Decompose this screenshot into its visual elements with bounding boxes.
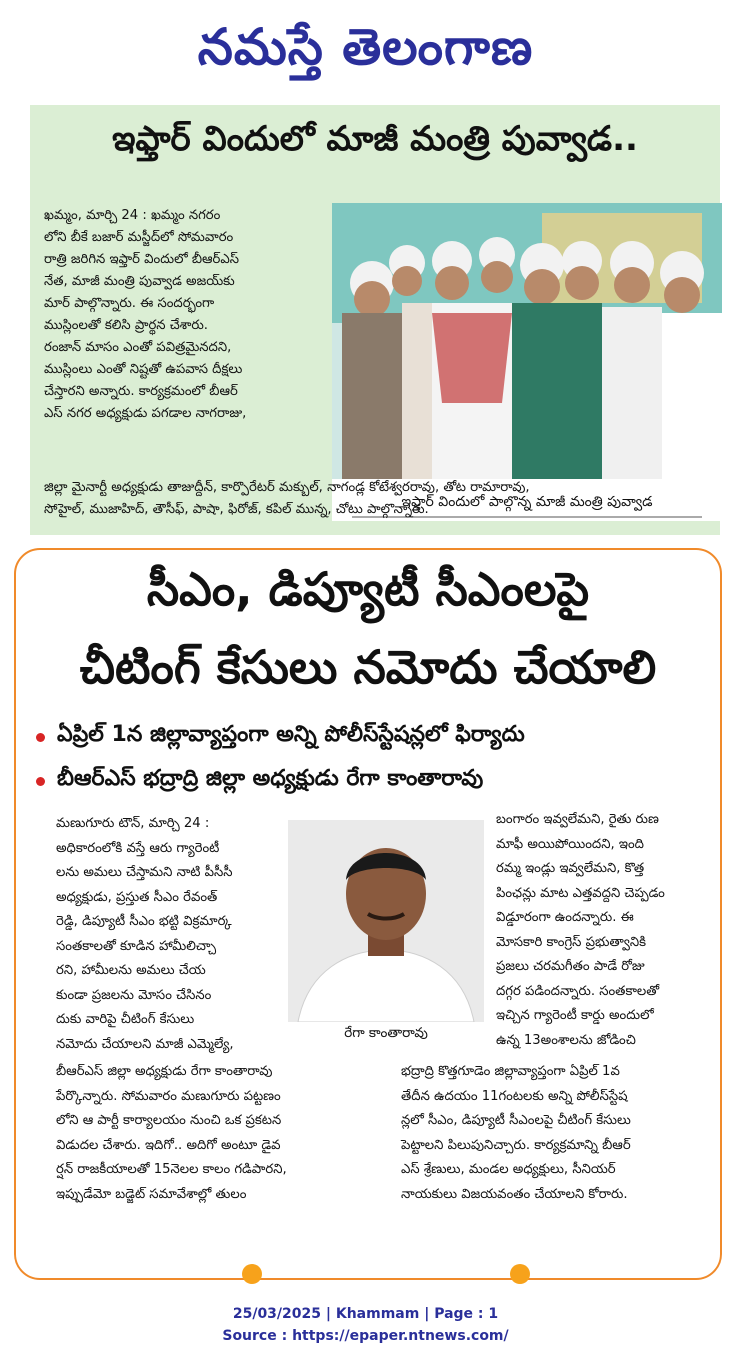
rega-kantharao-caption: రేగా కాంతారావు bbox=[344, 1025, 428, 1041]
body-line: లోని ఆ పార్టీ కార్యాలయం నుంచి ఒక ప్రకటన bbox=[56, 1113, 282, 1128]
body-line: ప్రజలు చరమగీతం పాడే రోజు bbox=[496, 959, 645, 974]
body-line: రెడ్డి, డిప్యూటీ సీఎం భట్టి విక్రమార్క bbox=[56, 914, 232, 929]
body-line: ఇప్పుడేమో బడ్జెట్ సమావేశాల్లో తులం bbox=[56, 1186, 247, 1202]
source-line: Source : https://epaper.ntnews.com/ bbox=[222, 1328, 509, 1344]
body-line: నమోదు చేయాలని మాజీ ఎమ్మెల్యే, bbox=[56, 1036, 234, 1052]
newspaper-title: నమస్తే తెలంగాణ bbox=[197, 17, 534, 76]
body-line: విడ్డూరంగా ఉందన్నారు. ఈ bbox=[496, 910, 634, 925]
body-line: ముస్లింలు ఎంతో నిష్టతో ఉపవాస దీక్షలు bbox=[44, 362, 243, 377]
body-line: మణుగూరు టౌన్, మార్చి 24 : bbox=[56, 816, 210, 831]
body-line: సోహైల్, ముజాహిద్, తౌసీఫ్, పాషా, ఫిరోజ్, కపిల్ మున్న, చోటు పాల్గొన్నారు. bbox=[44, 502, 429, 517]
bullet-dot-icon bbox=[36, 777, 45, 786]
body-line: లోని బీకే బజార్ మస్జీద్‌లో సోమవారం bbox=[44, 230, 234, 245]
body-line: ఖమ్మం, మార్చి 24 : ఖమ్మం నగరం bbox=[44, 208, 221, 223]
story-cheating-cases bbox=[14, 548, 722, 1280]
body-line: అధికారంలోకి వస్తే ఆరు గ్యారెంటీ bbox=[56, 840, 220, 856]
page-meta-line: 25/03/2025 | Khammam | Page : 1 bbox=[232, 1306, 499, 1322]
body-line: బీఆర్ఎస్ జిల్లా అధ్యక్షుడు రేగా కాంతారావు bbox=[56, 1064, 273, 1079]
bullet-item bbox=[36, 759, 716, 803]
body-line: చేస్తారని అన్నారు. కార్యక్రమంలో బీఆర్ bbox=[44, 384, 238, 399]
body-line: పెట్టాలని పిలుపునిచ్చారు. కార్యక్రమాన్ని బీఆర్ bbox=[401, 1137, 631, 1153]
bullet-text: ఏప్రిల్ 1న జిల్లావ్యాప్తంగా అన్ని పోలీస్‌స్టేషన్లలో ఫిర్యాదు bbox=[57, 722, 525, 747]
rega-kantharao-photo bbox=[288, 820, 484, 1022]
body-line: రమ్మ ఇండ్లు ఇవ్వలేమని, కొత్త bbox=[496, 861, 645, 876]
decorative-dot-icon bbox=[242, 1264, 262, 1284]
body-line: మోసకారి కాంగ్రెస్ ప్రభుత్వానికి bbox=[496, 934, 647, 950]
story-cheating-right-column bbox=[496, 808, 706, 1053]
body-line: నాయకులు విజయవంతం చేయాలని కోరారు. bbox=[401, 1186, 628, 1202]
story-cheating-headline-line1: సీఎం, డిప్యూటీ సీఎంలపై bbox=[146, 562, 590, 616]
story-cheating-headline-line2: చీటింగ్ కేసులు నమోదు చేయాలి bbox=[79, 640, 657, 694]
bullet-item bbox=[36, 715, 716, 759]
body-line: ఉన్న 13అంశాలను జోడించి bbox=[496, 1032, 636, 1048]
decorative-dot-icon bbox=[510, 1264, 530, 1284]
body-line: ఎస్ నగర అధ్యక్షుడు పగడాల నాగరాజు, bbox=[44, 406, 247, 421]
body-line: సంతకాలతో కూడిన హామీలిచ్చా bbox=[56, 938, 217, 954]
body-line: అధ్యక్షుడు, ప్రస్తుత సీఎం రేవంత్ bbox=[56, 889, 218, 905]
body-line: న్లలో సీఎం, డిప్యూటీ సీఎంలపై చీటింగ్ కేసులు bbox=[401, 1113, 631, 1128]
bullet-dot-icon bbox=[36, 733, 45, 742]
body-line: దగ్గర పడిందన్నారు. సంతకాలతో bbox=[496, 983, 660, 999]
iftar-photo bbox=[332, 203, 722, 521]
body-line: జిల్లా మైనార్టీ అధ్యక్షుడు తాజుద్దీన్, కార్పొరేటర్ మక్బుల్, నాగండ్ల కోటేశ్వరరావు, తోట రామారావు, bbox=[44, 480, 530, 495]
body-line: ఎస్ శ్రేణులు, మండల అధ్యక్షులు, సీనియర్ bbox=[401, 1162, 616, 1177]
body-line: విడుదల చేశారు. ఇదిగో.. అదిగో అంటూ డైవ bbox=[56, 1137, 281, 1153]
body-line: ఇచ్చిన గ్యారెంటీ కార్డు అందులో bbox=[496, 1008, 654, 1023]
body-line: లను అమలు చేస్తామని నాటి పీసీసీ bbox=[56, 865, 233, 880]
body-line: రంజాన్ మాసం ఎంతో పవిత్రమైనదని, bbox=[44, 340, 232, 355]
body-line: ర్షన్ రాజకీయాలతో 15నెలల కాలం గడిపారని, bbox=[56, 1162, 287, 1177]
story-cheating-bottom-left bbox=[56, 1060, 356, 1207]
story-iftar-body bbox=[44, 205, 344, 425]
bullet-text: బీఆర్ఎస్ భద్రాద్రి జిల్లా అధ్యక్షుడు రేగా కాంతారావు bbox=[57, 766, 484, 791]
body-line: భద్రాద్రి కొత్తగూడెం జిల్లావ్యాప్తంగా ఏప్రిల్ 1వ bbox=[401, 1064, 620, 1079]
body-line: దుకు వారిపై చీటింగ్ కేసులు bbox=[56, 1012, 195, 1027]
body-line: కుండా ప్రజలను మోసం చేసినం bbox=[56, 987, 212, 1003]
story-iftar-headline: ఇఫ్తార్ విందులో మాజీ మంత్రి పువ్వాడ.. bbox=[112, 119, 638, 159]
body-line: రని, హామీలను అమలు చేయ bbox=[56, 963, 206, 978]
body-line: రాత్రి జరిగిన ఇఫ్తార్ విందులో బీఆర్ఎస్ bbox=[44, 252, 239, 267]
body-line: తేదీన ఉదయం 11గంటలకు అన్ని పోలీస్‌స్టేష bbox=[401, 1088, 628, 1104]
story-cheating-bullets bbox=[36, 715, 716, 803]
story-cheating-bottom bbox=[56, 1060, 716, 1207]
body-line: పింఛన్లు మాట ఎత్తవద్దని చెప్పడం bbox=[496, 885, 665, 901]
body-line: బంగారం ఇవ్వలేమని, రైతు రుణ bbox=[496, 812, 659, 827]
iftar-photo-caption: ఇఫ్తార్ విందులో పాల్గొన్న మాజీ మంత్రి పువ్వాడ bbox=[401, 494, 653, 510]
body-line: నేత, మాజీ మంత్రి పువ్వాడ అజయ్‌కు bbox=[44, 274, 235, 289]
story-iftar bbox=[30, 105, 720, 535]
story-cheating-bottom-right bbox=[401, 1060, 716, 1207]
body-line: మార్ పాల్గొన్నారు. ఈ సందర్భంగా bbox=[44, 296, 215, 311]
masthead bbox=[0, 8, 731, 86]
body-line: మాఫీ అయిపోయిందని, ఇంది bbox=[496, 836, 644, 852]
body-line: పేర్కొన్నారు. సోమవారం మణుగూరు పట్టణం bbox=[56, 1088, 281, 1104]
body-line: ముస్లింలతో కలిసి ప్రార్థన చేశారు. bbox=[44, 318, 208, 333]
story-iftar-tail bbox=[44, 477, 714, 521]
